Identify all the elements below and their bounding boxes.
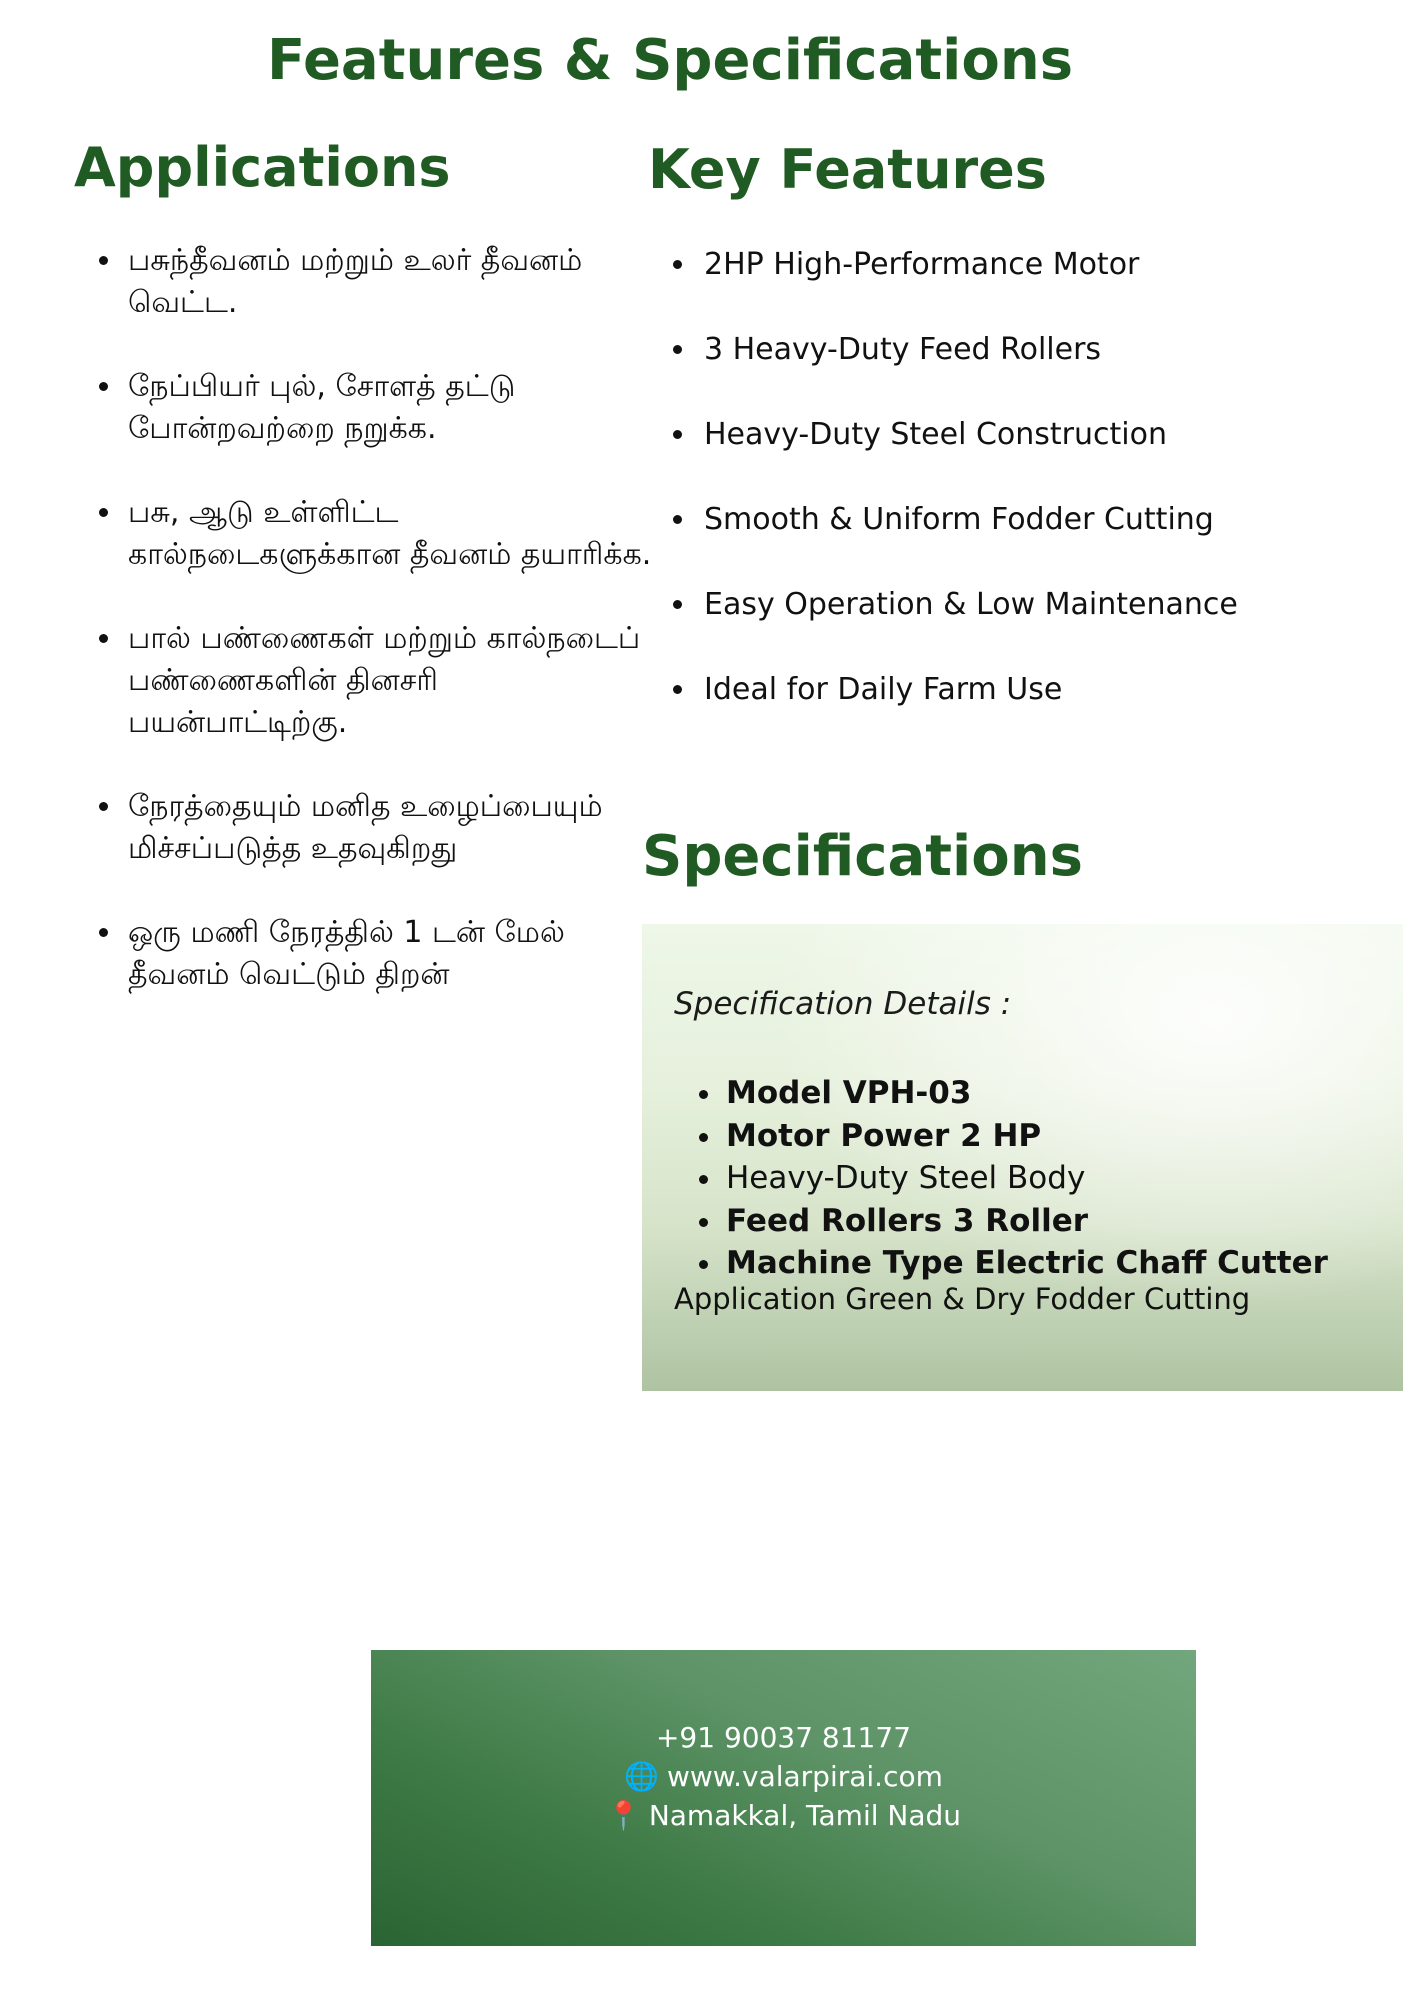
key-features-heading: Key Features [648,138,1047,201]
page-title: Features & Specifications [266,28,1074,93]
spec-application: Application Green & Dry Fodder Cutting [674,1282,1251,1316]
phone-number: +91 90037 81177 [655,1721,912,1754]
website-line [371,1757,1196,1796]
spec-item: • Machine Type Electric Chaff Cutter [724,1242,1328,1285]
key-features-list [662,244,1398,754]
contact-panel [371,1650,1196,1946]
specifications-list [694,1072,1328,1285]
spec-item: • Model VPH-03 [724,1072,1328,1115]
location-line [371,1796,1196,1835]
globe-icon: 🌐 [624,1760,659,1793]
application-item: • நேப்பியர் புல், சோளத் தட்டு போன்றவற்றை நறுக்க. [124,366,664,450]
feature-item: • 2HP High-Performance Motor [698,244,1398,329]
application-item: • பசு, ஆடு உள்ளிட்ட கால்நடைகளுக்கான தீவனம் தயாரிக்க. [124,492,664,576]
application-item: • ஒரு மணி நேரத்தில் 1 டன் மேல் தீவனம் வெட்டும் திறன் [124,912,664,996]
application-item: • நேரத்தையும் மனித உழைப்பையும் மிச்சப்படுத்த உதவுகிறது [124,786,664,870]
feature-item: • Easy Operation & Low Maintenance [698,584,1398,669]
applications-list [88,240,664,1038]
specifications-heading: Specifications [642,824,1083,889]
specifications-panel [642,924,1403,1391]
feature-item: • Heavy-Duty Steel Construction [698,414,1398,499]
application-item: • பசுந்தீவனம் மற்றும் உலர் தீவனம் வெட்ட. [124,240,664,324]
application-item: • பால் பண்ணைகள் மற்றும் கால்நடைப் பண்ணைகளின் தினசரி பயன்பாட்டிற்கு. [124,618,664,744]
feature-item: • Smooth & Uniform Fodder Cutting [698,499,1398,584]
feature-item: • 3 Heavy-Duty Feed Rollers [698,329,1398,414]
location-text: Namakkal, Tamil Nadu [648,1799,962,1832]
feature-item: • Ideal for Daily Farm Use [698,669,1398,754]
spec-item: • Feed Rollers 3 Roller [724,1200,1328,1243]
spec-item: • Motor Power 2 HP [724,1115,1328,1158]
pin-icon: 📍 [605,1799,641,1832]
website-link[interactable]: www.valarpirai.com [666,1760,943,1793]
applications-heading: Applications [74,136,451,199]
spec-details-label: Specification Details : [674,986,1012,1022]
spec-item: • Heavy-Duty Steel Body [724,1157,1328,1200]
